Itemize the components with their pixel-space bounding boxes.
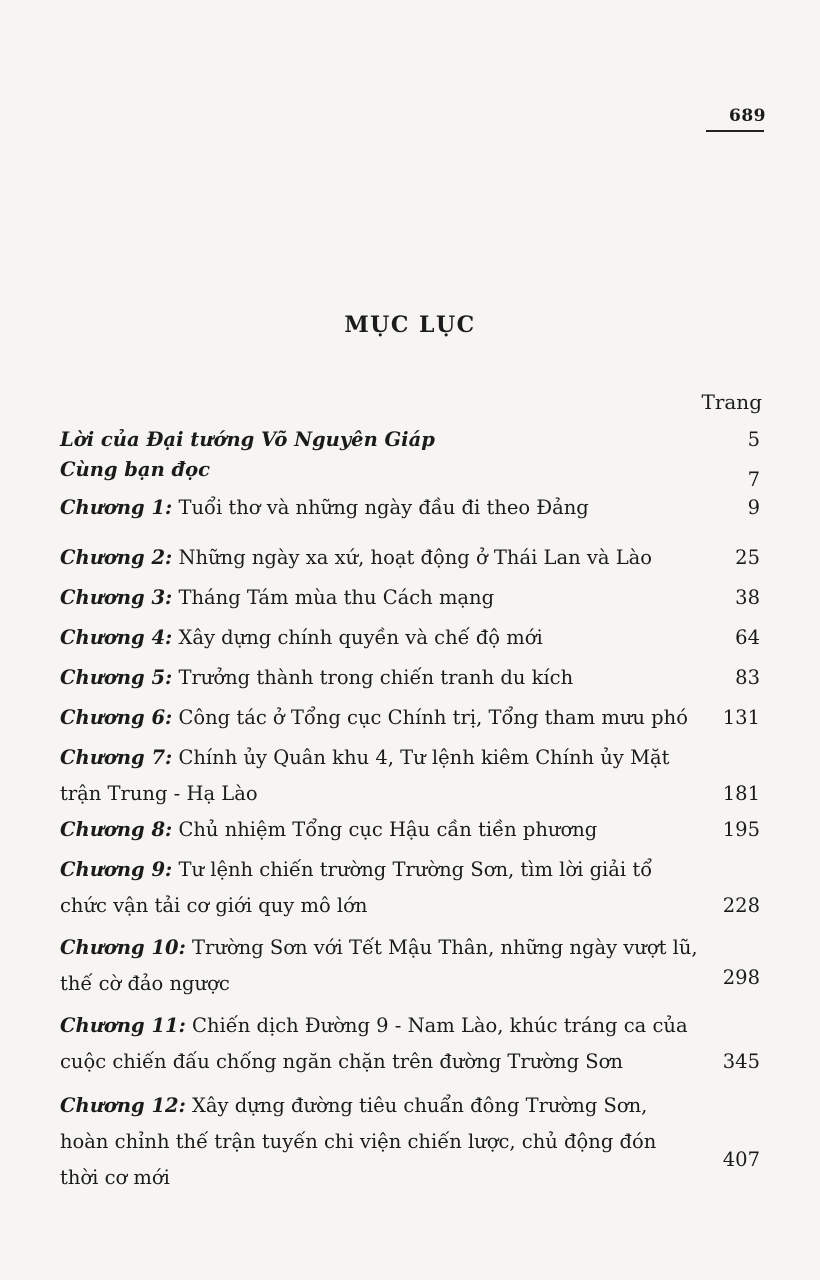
toc-entry	[60, 812, 770, 848]
toc-entry	[60, 620, 770, 656]
toc-entry-page: 228	[722, 894, 760, 917]
toc-entry	[60, 540, 770, 576]
toc-entry-page: 131	[722, 706, 760, 729]
toc-entry-label: Chương 4:	[60, 626, 173, 649]
toc-entry	[60, 930, 770, 1002]
toc-entry-page: 298	[722, 966, 760, 989]
toc-entry-title: Trưởng thành trong chiến tranh du kích	[178, 666, 574, 689]
toc-entry-label: Chương 5:	[60, 666, 173, 689]
toc-entry-title: Những ngày xa xứ, hoạt động ở Thái Lan và Lào	[178, 546, 653, 569]
toc-entry-title: Lời của Đại tướng Võ Nguyên Giáp	[60, 428, 435, 451]
toc-entry-title: Công tác ở Tổng cục Chính trị, Tổng tham mưu phó	[178, 706, 688, 729]
toc-entry-label: Chương 11:	[60, 1014, 186, 1037]
toc-entry-page: 7	[747, 468, 760, 491]
toc-entry-title: Chủ nhiệm Tổng cục Hậu cần tiền phương	[178, 818, 598, 841]
toc-entry-title: Cùng bạn đọc	[60, 458, 211, 481]
toc-entry-label: Chương 3:	[60, 586, 173, 609]
toc-entry-title: Xây dựng đường tiêu chuẩn đông Trường Sơn, hoàn chỉnh thế trận tuyến chi viện chiến lược, chủ động đón thời cơ mới	[60, 1094, 657, 1189]
toc-entry	[60, 580, 770, 616]
toc-entry	[60, 452, 770, 491]
toc-entry-title: Trường Sơn với Tết Mậu Thân, những ngày vượt lũ, thế cờ đảo ngược	[60, 936, 698, 995]
toc-entry-page: 38	[735, 586, 760, 609]
toc-entry-title: Tháng Tám mùa thu Cách mạng	[178, 586, 495, 609]
page-column-header: Trang	[701, 390, 762, 414]
toc-entry	[60, 660, 770, 696]
toc-entry-label: Chương 2:	[60, 546, 173, 569]
toc-entry-page: 345	[722, 1050, 760, 1073]
toc-entry	[60, 740, 770, 812]
toc-entry-page: 195	[722, 818, 760, 841]
toc-entry-title: Chính ủy Quân khu 4, Tư lệnh kiêm Chính ủy Mặt trận Trung - Hạ Lào	[60, 746, 670, 805]
toc-entry-page: 181	[722, 782, 760, 805]
toc-entry-title: Xây dựng chính quyền và chế độ mới	[178, 626, 543, 649]
toc-entry-title: Tư lệnh chiến trường Trường Sơn, tìm lời giải tổ chức vận tải cơ giới quy mô lớn	[60, 858, 653, 917]
toc-entry-label: Chương 9:	[60, 858, 173, 881]
toc-entry-page: 407	[722, 1148, 760, 1171]
toc-entry-page: 83	[735, 666, 760, 689]
toc-entry-label: Chương 8:	[60, 818, 173, 841]
toc-entry-label: Chương 7:	[60, 746, 173, 769]
toc-entry-label: Chương 12:	[60, 1094, 186, 1117]
toc-entry	[60, 490, 770, 526]
toc-entry-page: 5	[747, 428, 760, 451]
bleed-through-decoration	[560, 170, 760, 188]
toc-entry-label: Chương 6:	[60, 706, 173, 729]
page-number-rule	[706, 130, 764, 132]
toc-entry-title: Chiến dịch Đường 9 - Nam Lào, khúc tráng ca của cuộc chiến đấu chống ngăn chặn trên đường Trường Sơn	[60, 1014, 688, 1073]
toc-entry	[60, 1088, 770, 1196]
toc-entry-label: Chương 10:	[60, 936, 186, 959]
toc-entry	[60, 852, 770, 924]
toc-entry-label: Chương 1:	[60, 496, 173, 519]
toc-entry	[60, 700, 770, 736]
toc-entry-page: 9	[747, 496, 760, 519]
toc-entry-page: 25	[735, 546, 760, 569]
page-title: MỤC LỤC	[344, 312, 476, 338]
toc-entry	[60, 1008, 770, 1080]
toc-entry-page: 64	[735, 626, 760, 649]
page-number: 689	[729, 106, 766, 126]
toc-entry-title: Tuổi thơ và những ngày đầu đi theo Đảng	[178, 496, 589, 519]
